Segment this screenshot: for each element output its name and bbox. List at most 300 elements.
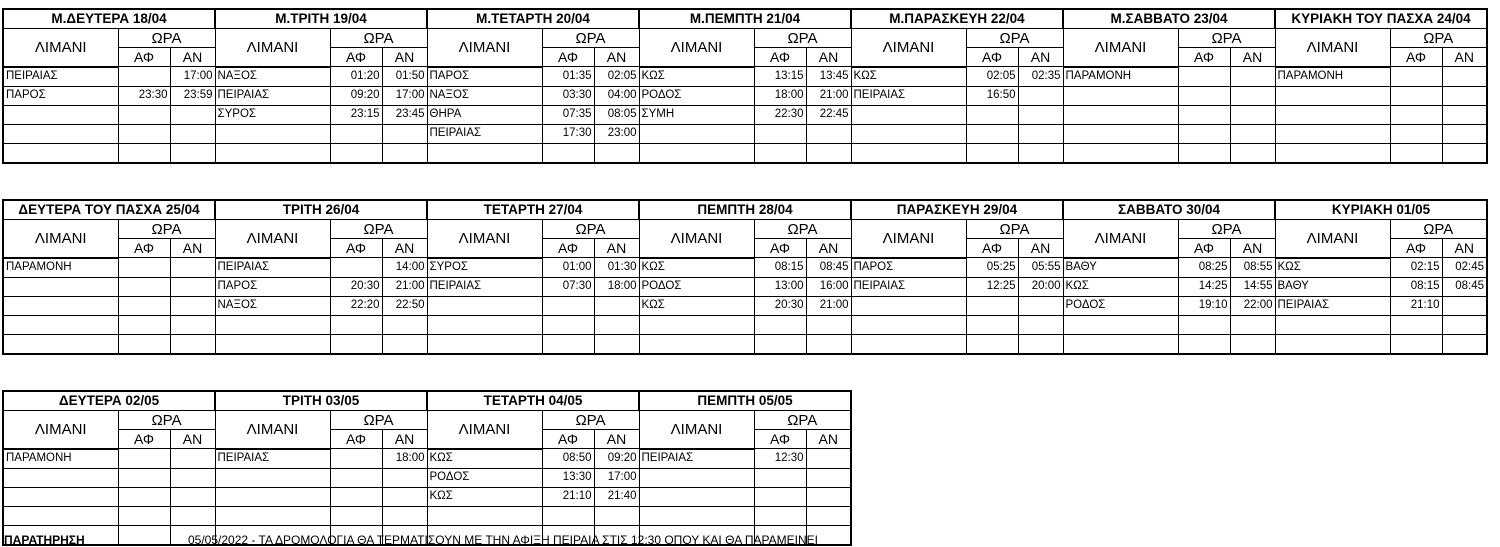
departure-time-cell [754,468,806,487]
arrival-time-cell [170,487,215,506]
departure-header: ΑΦ [754,430,806,449]
arrival-time-cell [170,143,215,163]
arrival-time-cell [1230,143,1275,163]
departure-time-cell [330,468,382,487]
day-title: Μ.ΣΑΒΒΑΤΟ 23/04 [1063,9,1275,29]
time-column-header: ΩΡΑ [754,29,851,48]
arrival-time-cell [594,315,639,334]
arrival-time-cell [1018,296,1063,315]
arrival-time-cell [382,487,427,506]
port-column-header: ΛΙΜΑΝΙ [639,29,754,67]
table-row [3,258,1487,278]
port-column-header: ΛΙΜΑΝΙ [1063,29,1178,67]
departure-time-cell: 01:20 [330,67,382,87]
arrival-time-cell: 21:00 [382,277,427,296]
port-cell [427,143,542,163]
table-row [3,468,851,487]
departure-header: ΑΦ [1390,239,1442,258]
port-cell: ΡΟΔΟΣ [639,277,754,296]
arrival-time-cell: 02:05 [594,67,639,87]
arrival-time-cell [806,334,851,354]
departure-time-cell [542,296,594,315]
arrival-time-cell: 23:59 [170,86,215,105]
arrival-time-cell: 05:55 [1018,258,1063,278]
port-cell [1275,315,1390,334]
arrival-header: ΑΝ [594,239,639,258]
departure-header: ΑΦ [542,430,594,449]
port-cell [639,315,754,334]
departure-time-cell [1178,315,1230,334]
port-cell [1063,124,1178,143]
day-title: Μ.ΔΕΥΤΕΡΑ 18/04 [3,9,215,29]
arrival-header: ΑΝ [1018,48,1063,67]
port-cell [1275,334,1390,354]
departure-time-cell [118,296,170,315]
port-cell [215,334,330,354]
port-cell: ΝΑΞΟΣ [215,296,330,315]
schedule-table [2,199,1488,355]
departure-time-cell: 16:50 [966,86,1018,105]
time-column-header: ΩΡΑ [966,29,1063,48]
arrival-time-cell: 22:45 [806,105,851,124]
departure-time-cell: 12:30 [754,449,806,469]
arrival-header: ΑΝ [382,48,427,67]
arrival-time-cell [1442,105,1487,124]
arrival-time-cell: 17:00 [382,86,427,105]
port-column-header: ΛΙΜΑΝΙ [427,220,542,258]
arrival-time-cell [1442,67,1487,87]
port-cell [215,143,330,163]
departure-time-cell [754,334,806,354]
arrival-time-cell [1018,143,1063,163]
departure-time-cell [754,315,806,334]
day-title: ΠΕΜΠΤΗ 28/04 [639,200,851,220]
arrival-time-cell [1442,124,1487,143]
departure-header: ΑΦ [118,48,170,67]
port-cell: ΚΩΣ [639,296,754,315]
departure-time-cell [1390,315,1442,334]
departure-time-cell [330,334,382,354]
departure-time-cell: 22:30 [754,105,806,124]
arrival-time-cell [1018,124,1063,143]
departure-time-cell [118,468,170,487]
departure-time-cell: 12:25 [966,277,1018,296]
port-cell: ΚΩΣ [851,67,966,87]
arrival-time-cell [170,334,215,354]
port-column-header: ΛΙΜΑΝΙ [851,29,966,67]
arrival-time-cell: 02:35 [1018,67,1063,87]
port-cell [427,334,542,354]
departure-time-cell [118,334,170,354]
departure-time-cell [966,124,1018,143]
port-cell: ΠΕΙΡΑΙΑΣ [215,86,330,105]
port-cell [639,487,754,506]
arrival-time-cell: 16:00 [806,277,851,296]
table-row [3,334,1487,354]
arrival-time-cell [806,468,851,487]
arrival-time-cell [1230,334,1275,354]
port-cell: ΚΩΣ [1275,258,1390,278]
arrival-time-cell [170,468,215,487]
arrival-time-cell [382,143,427,163]
departure-time-cell [542,506,594,525]
port-cell: ΠΕΙΡΑΙΑΣ [851,86,966,105]
arrival-time-cell: 21:00 [806,86,851,105]
departure-time-cell: 07:30 [542,277,594,296]
port-cell [427,296,542,315]
departure-header: ΑΦ [542,239,594,258]
time-column-header: ΩΡΑ [118,220,215,239]
port-cell: ΡΟΔΟΣ [1063,296,1178,315]
port-cell [1275,86,1390,105]
arrival-time-cell: 01:50 [382,67,427,87]
arrival-time-cell: 22:00 [1230,296,1275,315]
port-cell [3,506,118,525]
departure-time-cell [330,487,382,506]
arrival-time-cell: 09:20 [594,449,639,469]
port-column-header: ΛΙΜΑΝΙ [851,220,966,258]
departure-time-cell: 02:05 [966,67,1018,87]
departure-time-cell: 21:10 [1390,296,1442,315]
table-row [3,67,1487,87]
remark-text: 05/05/2022 - ΤΑ ΔΡΟΜΟΛΟΓΙΑ ΘΑ ΤΕΡΜΑΤΙΣΟΥΝ ΜΕ ΤΗΝ ΑΦΙΞΗ ΠΕΙΡΑΙΑ ΣΤΙΣ 12:30 ΟΠΟΥ ΚΑΙ ΘΑ ΠΑΡΑΜΕΙΝΕΙ [188,533,819,547]
time-column-header: ΩΡΑ [542,29,639,48]
arrival-header: ΑΝ [806,430,851,449]
arrival-time-cell: 04:00 [594,86,639,105]
arrival-time-cell [1230,315,1275,334]
time-column-header: ΩΡΑ [118,411,215,430]
arrival-time-cell [382,506,427,525]
arrival-header: ΑΝ [806,48,851,67]
port-cell: ΠΕΙΡΑΙΑΣ [427,124,542,143]
port-cell [1063,143,1178,163]
departure-time-cell: 08:50 [542,449,594,469]
port-cell: ΠΑΡΑΜΟΝΗ [1275,67,1390,87]
day-title: ΤΕΤΑΡΤΗ 04/05 [427,391,639,411]
arrival-time-cell [1442,86,1487,105]
arrival-header: ΑΝ [1018,239,1063,258]
table-row [3,105,1487,124]
day-title: ΔΕΥΤΕΡΑ 02/05 [3,391,215,411]
port-cell [3,124,118,143]
departure-time-cell [1178,143,1230,163]
departure-header: ΑΦ [330,239,382,258]
departure-time-cell [1390,105,1442,124]
schedule-table [2,390,852,546]
arrival-time-cell [806,487,851,506]
port-cell: ΒΑΘΥ [1275,277,1390,296]
port-cell [215,506,330,525]
arrival-time-cell [1442,296,1487,315]
port-column-header: ΛΙΜΑΝΙ [215,29,330,67]
departure-time-cell: 05:25 [966,258,1018,278]
port-cell: ΣΥΜΗ [639,105,754,124]
port-cell [851,315,966,334]
arrival-header: ΑΝ [170,430,215,449]
port-cell: ΠΑΡΑΜΟΝΗ [3,449,118,469]
arrival-time-cell [806,449,851,469]
arrival-header: ΑΝ [170,48,215,67]
port-cell [215,315,330,334]
arrival-time-cell [382,468,427,487]
arrival-time-cell [1442,334,1487,354]
departure-time-cell: 03:30 [542,86,594,105]
port-cell: ΠΕΙΡΑΙΑΣ [215,449,330,469]
departure-time-cell [118,67,170,87]
port-cell: ΠΕΙΡΑΙΑΣ [1275,296,1390,315]
departure-time-cell [1178,67,1230,87]
time-column-header: ΩΡΑ [754,411,851,430]
port-cell: ΠΕΙΡΑΙΑΣ [427,277,542,296]
arrival-time-cell [594,296,639,315]
port-cell: ΠΑΡΑΜΟΝΗ [3,258,118,278]
time-column-header: ΩΡΑ [118,29,215,48]
day-title: ΤΕΤΑΡΤΗ 27/04 [427,200,639,220]
arrival-time-cell [170,105,215,124]
port-cell: ΝΑΞΟΣ [427,86,542,105]
departure-time-cell: 08:25 [1178,258,1230,278]
arrival-time-cell [1018,86,1063,105]
departure-header: ΑΦ [1178,239,1230,258]
arrival-time-cell: 14:00 [382,258,427,278]
departure-header: ΑΦ [754,48,806,67]
port-cell [3,296,118,315]
departure-time-cell [1178,334,1230,354]
port-cell: ΚΩΣ [427,449,542,469]
arrival-time-cell: 23:45 [382,105,427,124]
departure-time-cell: 22:20 [330,296,382,315]
departure-time-cell [118,258,170,278]
time-column-header: ΩΡΑ [542,411,639,430]
departure-header: ΑΦ [754,239,806,258]
arrival-time-cell [1230,86,1275,105]
departure-time-cell: 08:15 [754,258,806,278]
port-column-header: ΛΙΜΑΝΙ [427,29,542,67]
departure-time-cell: 23:15 [330,105,382,124]
week-block-2 [2,199,1488,355]
arrival-time-cell [594,334,639,354]
port-cell [851,334,966,354]
table-row [3,506,851,525]
departure-time-cell [118,143,170,163]
arrival-time-cell [1442,315,1487,334]
port-cell: ΡΟΔΟΣ [639,86,754,105]
day-title: Μ.ΠΕΜΠΤΗ 21/04 [639,9,851,29]
departure-time-cell [118,105,170,124]
port-cell: ΣΥΡΟΣ [215,105,330,124]
table-row [3,277,1487,296]
port-cell [1275,105,1390,124]
departure-time-cell: 01:35 [542,67,594,87]
arrival-time-cell: 01:30 [594,258,639,278]
departure-time-cell: 19:10 [1178,296,1230,315]
table-row [3,315,1487,334]
port-column-header: ΛΙΜΑΝΙ [3,220,118,258]
arrival-time-cell: 08:45 [1442,277,1487,296]
arrival-time-cell: 08:55 [1230,258,1275,278]
departure-time-cell [118,487,170,506]
departure-time-cell [754,487,806,506]
departure-time-cell [966,143,1018,163]
arrival-time-cell [382,315,427,334]
port-column-header: ΛΙΜΑΝΙ [639,220,754,258]
port-cell [851,296,966,315]
port-cell [3,143,118,163]
port-column-header: ΛΙΜΑΝΙ [3,411,118,449]
port-cell: ΚΩΣ [639,67,754,87]
port-column-header: ΛΙΜΑΝΙ [215,220,330,258]
arrival-time-cell [170,449,215,469]
departure-time-cell: 02:15 [1390,258,1442,278]
arrival-header: ΑΝ [1230,239,1275,258]
time-column-header: ΩΡΑ [1178,220,1275,239]
arrival-time-cell [806,315,851,334]
port-column-header: ΛΙΜΑΝΙ [215,411,330,449]
departure-time-cell: 17:30 [542,124,594,143]
port-cell: ΒΑΘΥ [1063,258,1178,278]
arrival-time-cell [806,143,851,163]
arrival-time-cell [382,334,427,354]
day-title: ΠΑΡΑΣΚΕΥΗ 29/04 [851,200,1063,220]
departure-time-cell [1178,86,1230,105]
departure-time-cell: 21:10 [542,487,594,506]
remark-label: ΠΑΡΑΤΗΡΗΣΗ [4,533,85,547]
port-cell: ΣΥΡΟΣ [427,258,542,278]
port-column-header: ΛΙΜΑΝΙ [1063,220,1178,258]
port-cell [3,468,118,487]
table-row [3,143,1487,163]
departure-time-cell [118,277,170,296]
day-title: ΠΕΜΠΤΗ 05/05 [639,391,851,411]
departure-time-cell [1390,86,1442,105]
port-column-header: ΛΙΜΑΝΙ [1275,29,1390,67]
arrival-time-cell: 20:00 [1018,277,1063,296]
departure-time-cell [966,296,1018,315]
departure-time-cell [754,506,806,525]
port-cell [639,468,754,487]
departure-time-cell: 20:30 [754,296,806,315]
departure-time-cell: 20:30 [330,277,382,296]
departure-time-cell [1390,124,1442,143]
time-column-header: ΩΡΑ [542,220,639,239]
port-cell [3,105,118,124]
port-cell [427,506,542,525]
arrival-header: ΑΝ [1230,48,1275,67]
week-block-3 [2,390,852,546]
departure-time-cell [1390,143,1442,163]
time-column-header: ΩΡΑ [1390,220,1487,239]
port-cell [1275,143,1390,163]
port-cell [215,468,330,487]
departure-time-cell [542,315,594,334]
arrival-time-cell [1018,315,1063,334]
departure-time-cell [330,124,382,143]
departure-header: ΑΦ [118,239,170,258]
port-cell [639,143,754,163]
departure-time-cell [966,315,1018,334]
port-cell: ΚΩΣ [639,258,754,278]
arrival-time-cell [594,143,639,163]
arrival-time-cell: 17:00 [594,468,639,487]
port-cell [3,334,118,354]
departure-time-cell [118,124,170,143]
port-cell [639,124,754,143]
time-column-header: ΩΡΑ [330,220,427,239]
departure-time-cell [118,506,170,525]
arrival-time-cell: 13:45 [806,67,851,87]
arrival-time-cell [170,124,215,143]
arrival-header: ΑΝ [382,239,427,258]
arrival-time-cell: 14:55 [1230,277,1275,296]
departure-time-cell: 18:00 [754,86,806,105]
table-row [3,124,1487,143]
arrival-time-cell: 22:50 [382,296,427,315]
port-cell: ΚΩΣ [427,487,542,506]
departure-time-cell [118,449,170,469]
departure-time-cell [542,334,594,354]
departure-time-cell [330,449,382,469]
departure-time-cell [118,315,170,334]
day-title: ΤΡΙΤΗ 26/04 [215,200,427,220]
departure-header: ΑΦ [1390,48,1442,67]
arrival-time-cell: 21:00 [806,296,851,315]
arrival-time-cell [170,258,215,278]
table-row [3,449,851,469]
port-cell [851,105,966,124]
departure-time-cell [330,315,382,334]
port-cell [851,143,966,163]
arrival-time-cell: 21:40 [594,487,639,506]
departure-time-cell: 13:30 [542,468,594,487]
departure-time-cell: 09:20 [330,86,382,105]
port-cell [639,506,754,525]
departure-time-cell [754,124,806,143]
port-column-header: ΛΙΜΑΝΙ [3,29,118,67]
departure-time-cell [330,143,382,163]
port-cell: ΠΑΡΟΣ [851,258,966,278]
departure-time-cell [1390,67,1442,87]
arrival-header: ΑΝ [594,48,639,67]
arrival-time-cell [170,506,215,525]
departure-time-cell [330,506,382,525]
schedule-table [2,8,1488,164]
departure-time-cell: 08:15 [1390,277,1442,296]
port-cell [1063,315,1178,334]
port-cell [639,334,754,354]
day-title: Μ.ΠΑΡΑΣΚΕΥΗ 22/04 [851,9,1063,29]
arrival-header: ΑΝ [1442,48,1487,67]
arrival-time-cell: 18:00 [382,449,427,469]
arrival-time-cell [1230,124,1275,143]
port-cell: ΠΕΙΡΑΙΑΣ [215,258,330,278]
arrival-time-cell [1442,143,1487,163]
port-cell [3,277,118,296]
arrival-header: ΑΝ [594,430,639,449]
port-cell: ΝΑΞΟΣ [215,67,330,87]
arrival-time-cell: 23:00 [594,124,639,143]
week-block-1 [2,8,1488,164]
port-cell: ΘΗΡΑ [427,105,542,124]
day-title: ΣΑΒΒΑΤΟ 30/04 [1063,200,1275,220]
day-title: ΤΡΙΤΗ 03/05 [215,391,427,411]
port-cell [3,315,118,334]
departure-header: ΑΦ [330,48,382,67]
arrival-time-cell: 08:45 [806,258,851,278]
port-cell: ΠΑΡΟΣ [3,86,118,105]
time-column-header: ΩΡΑ [754,220,851,239]
port-cell: ΡΟΔΟΣ [427,468,542,487]
departure-header: ΑΦ [118,430,170,449]
